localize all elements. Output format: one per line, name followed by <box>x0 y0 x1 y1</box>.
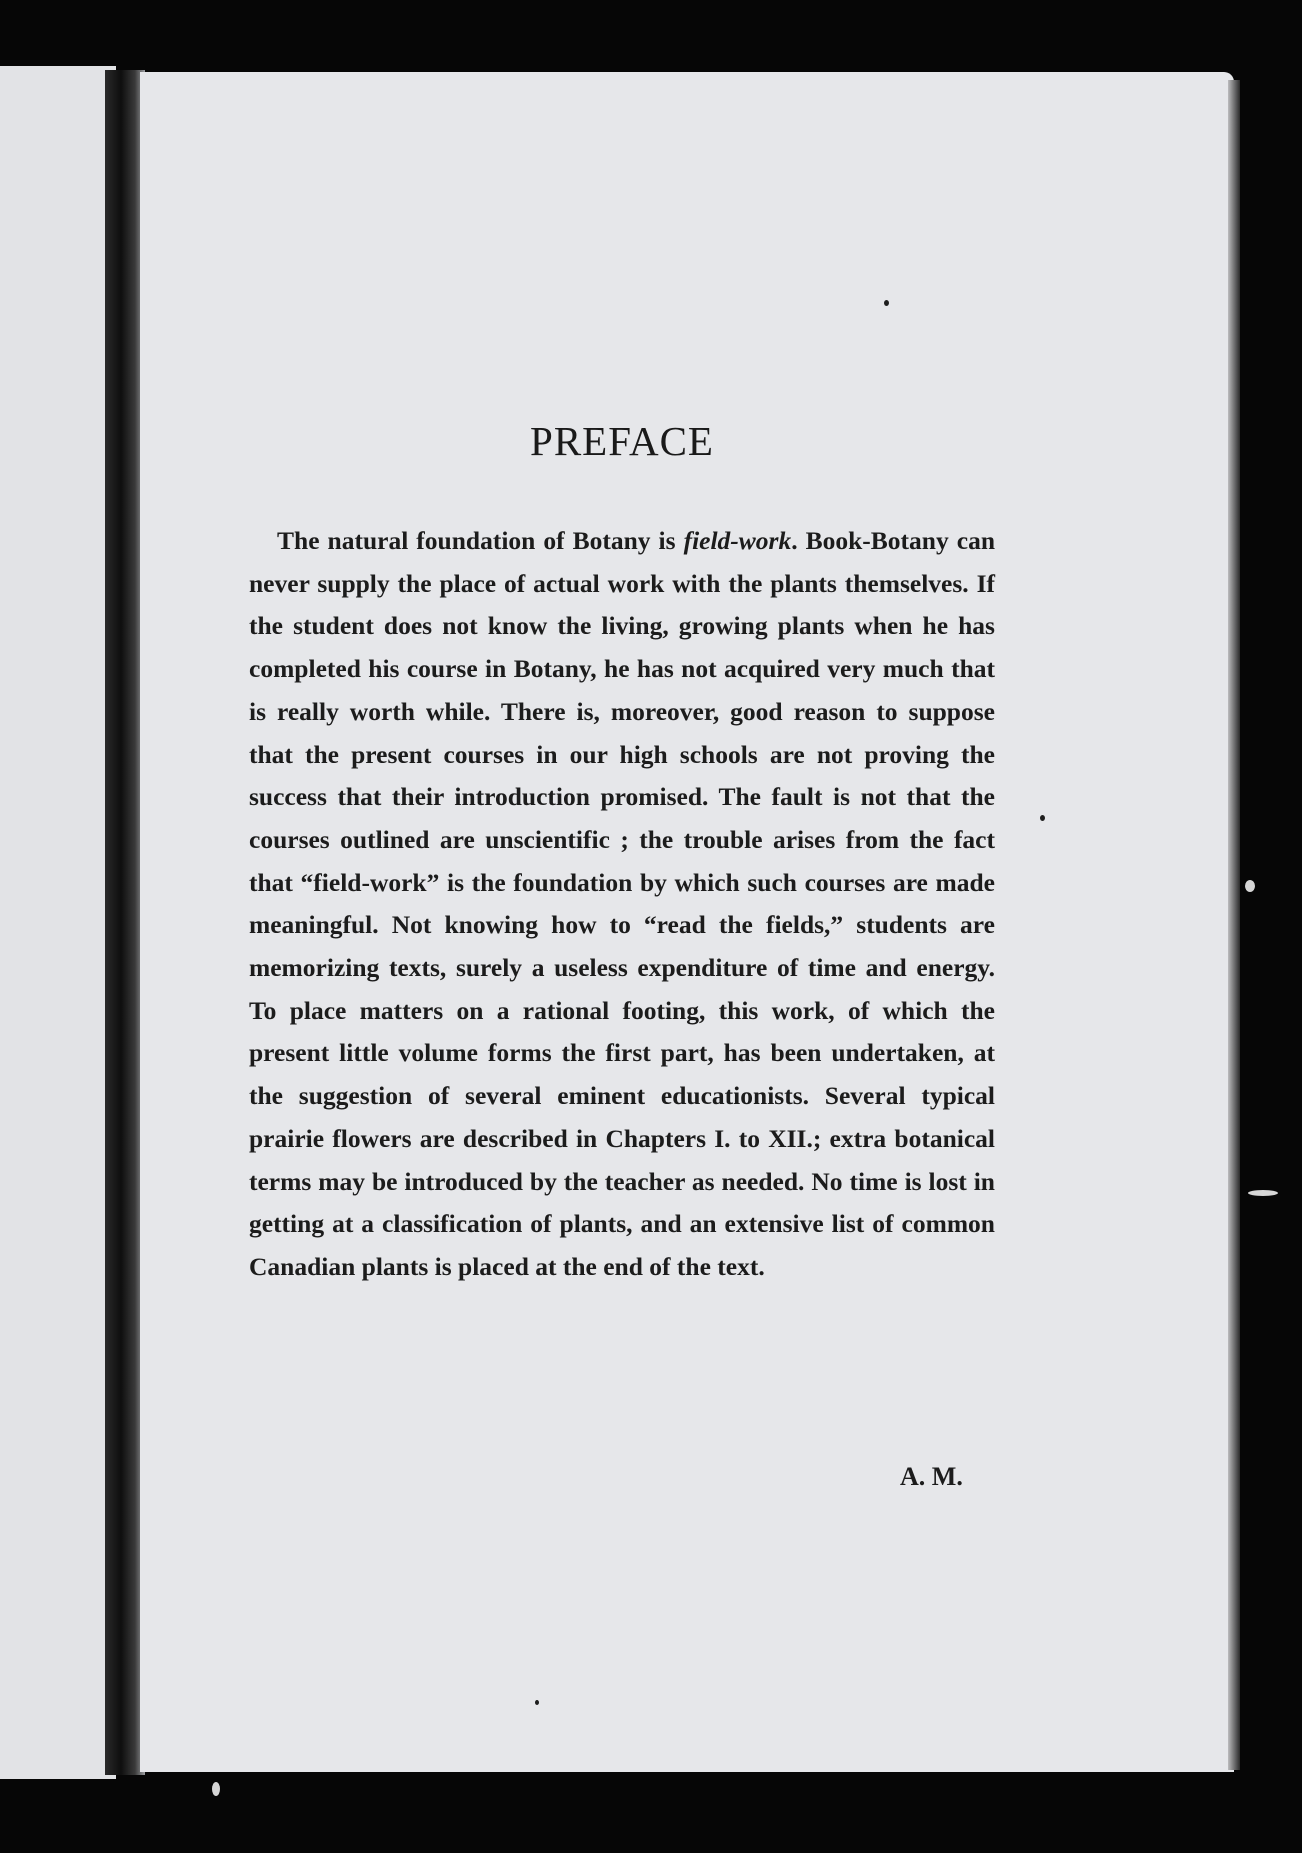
paragraph-emphasis: field-work <box>683 526 792 555</box>
book-spine <box>105 70 145 1775</box>
paragraph-rest: . Book-Botany can never supply the place of actual work with the plants themselves. If the student does not know the living, growing plants when he has completed his course in Botany, he has not acquired very much that is really worth while. There is, moreover, good reason to suppose that the present courses in our high schools are not proving the success that their introduction promised. The fault is not that the courses outlined are unscientific ; the trouble arises from the fact that “field-work” is the foundation by which such courses are made meaningful. Not knowing how to “read the fields,” students are memorizing texts, surely a useless expenditure of time and energy. To place matters on a rational footing, this work, of which the present little volume forms the first part, has been undertaken, at the suggestion of several eminent educationists. Several typical prairie flowers are described in Chapters I. to XII.; extra botanical terms may be introduced by the teacher as needed. No time is lost in getting at a classification of plants, and an extensive list of common Canadian plants is placed at the end of the text. <box>249 526 995 1281</box>
scan-speck <box>1245 880 1255 892</box>
preface-paragraph <box>249 520 995 1289</box>
facing-page-edge <box>0 66 116 1779</box>
scan-speck <box>212 1782 220 1796</box>
scan-speck <box>535 1700 539 1705</box>
scan-speck <box>1040 815 1045 821</box>
scan-speck <box>1248 1190 1278 1196</box>
scan-speck <box>884 300 889 306</box>
author-initials: A. M. <box>900 1462 963 1491</box>
page-title: PREFACE <box>530 418 714 464</box>
page-edge-shadow <box>1228 80 1240 1770</box>
paragraph-lead: The natural foundation of Botany is <box>277 526 684 555</box>
